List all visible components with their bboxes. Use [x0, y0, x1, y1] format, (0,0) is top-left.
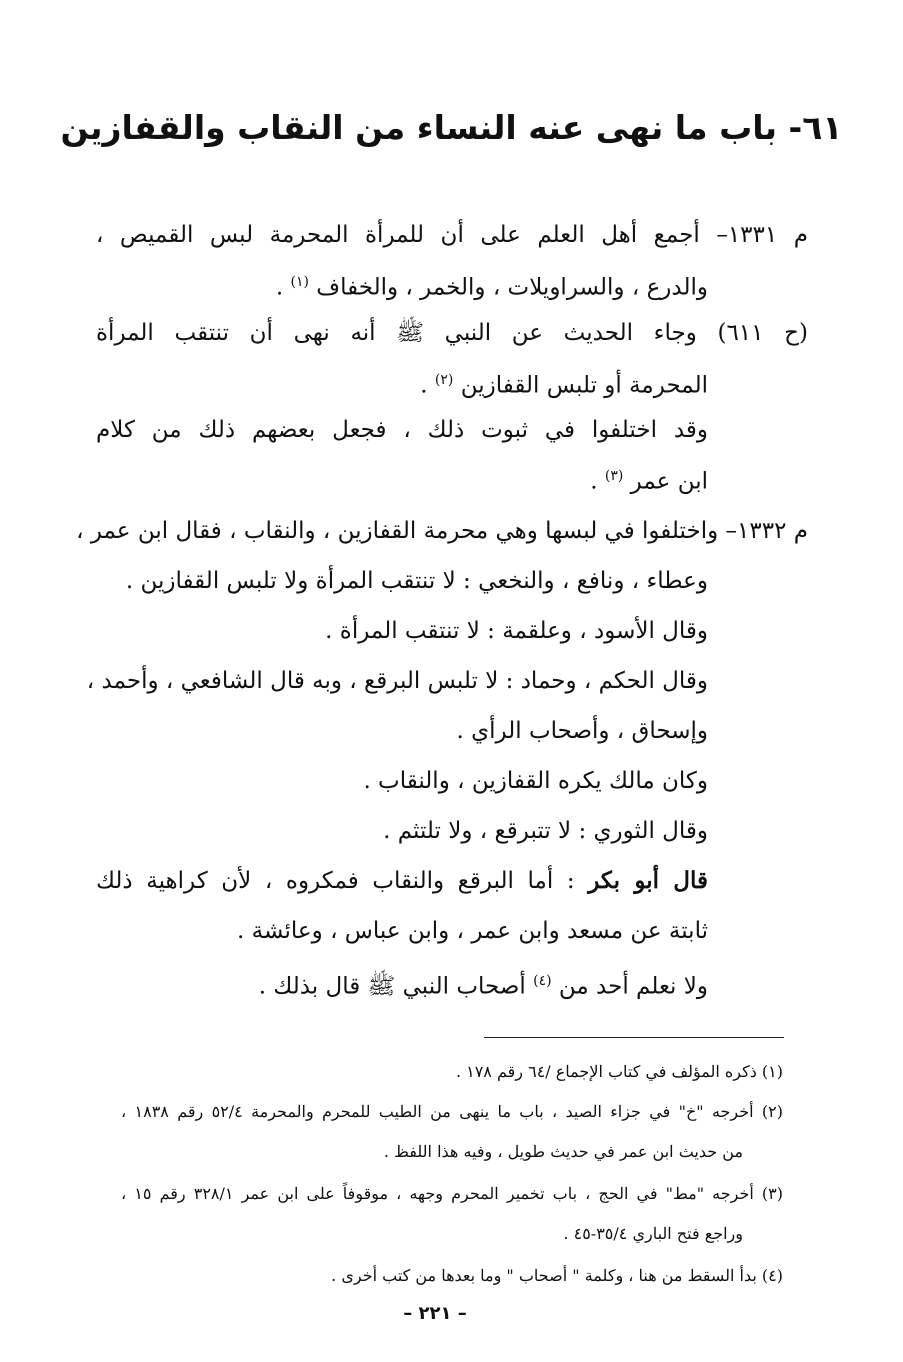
- footnote-ref: (٣): [604, 468, 624, 484]
- line-text: والدرع ، والسراويلات ، والخمر ، والخفاف: [316, 274, 708, 301]
- footnote: (١) ذكره المؤلف في كتاب الإجماع /٦٤ رقم ١٧٨ .: [455, 1062, 783, 1081]
- line-text: ابن عمر: [630, 468, 708, 495]
- paragraph-line: وقد اختلفوا في ثبوت ذلك ، فجعل بعضهم ذلك من كلام: [96, 417, 708, 443]
- paragraph-line: (ح ٦١١) وجاء الحديث عن النبي ﷺ أنه نهى أن تنتقب المرأة: [96, 320, 809, 346]
- line-text: المحرمة أو تلبس القفازين: [460, 372, 708, 399]
- paragraph-line: م ١٣٣٢– واختلفوا في لبسها وهي محرمة القفازين ، والنقاب ، فقال ابن عمر ،: [76, 518, 808, 544]
- paragraph-line: [590, 461, 708, 497]
- chapter-title: ٦١- باب ما نهى عنه النساء من النقاب والقفازين: [60, 108, 843, 147]
- line-text: ولا نعلم أحد من: [558, 973, 708, 1000]
- paragraph-line: م ١٣٣١– أجمع أهل العلم على أن للمرأة المحرمة لبس القميص ،: [96, 222, 808, 248]
- footnote: (٣) أخرجه "مط" في الحج ، باب تخمير المحرم وجهه ، موقوفاً على ابن عمر ٣٢٨/١ رقم ١٥ ،: [121, 1184, 784, 1203]
- paragraph-line: [420, 365, 708, 401]
- footnote-ref: (١): [290, 274, 309, 290]
- paragraph-line: وقال الحكم ، وحماد : لا تلبس البرقع ، وبه قال الشافعي ، وأحمد ،: [86, 668, 708, 694]
- paragraph-line: [259, 966, 708, 1002]
- speaker-name: قال أبو بكر: [588, 867, 709, 894]
- line-end: .: [590, 468, 598, 495]
- paragraph-line: وكان مالك يكره القفازين ، والنقاب .: [363, 768, 708, 794]
- paragraph-line: وقال الثوري : لا تتبرقع ، ولا تلتثم .: [383, 818, 708, 844]
- line-end: .: [420, 372, 428, 399]
- paragraph-line: [96, 866, 708, 896]
- line-text: : أما البرقع والنقاب فمكروه ، لأن كراهية ذلك: [96, 868, 575, 894]
- paragraph-line: وإسحاق ، وأصحاب الرأي .: [456, 718, 708, 744]
- footnote: (٤) بدأ السقط من هنا ، وكلمة " أصحاب " وما بعدها من كتب أخرى .: [331, 1266, 783, 1285]
- line-end: .: [275, 274, 284, 301]
- footnote-ref: (٢): [434, 372, 454, 388]
- footnote-continuation: من حديث ابن عمر في حديث طويل ، وفيه هذا اللفظ .: [383, 1142, 743, 1161]
- paragraph-line: [276, 267, 708, 303]
- paragraph-line: وعطاء ، ونافع ، والنخعي : لا تنتقب المرأة ولا تلبس القفازين .: [125, 568, 708, 594]
- footnote-continuation: وراجع فتح الباري ٣٥/٤-٤٥ .: [563, 1224, 743, 1243]
- paragraph-line: وقال الأسود ، وعلقمة : لا تنتقب المرأة .: [325, 618, 708, 644]
- footnote-ref: (٤): [533, 973, 552, 989]
- footnote: (٢) أخرجه "خ" في جزاء الصيد ، باب ما ينهى من الطيب للمحرم والمحرمة ٥٢/٤ رقم ١٨٣٨ ،: [121, 1102, 784, 1121]
- line-text: أصحاب النبي ﷺ قال بذلك .: [258, 973, 526, 1000]
- paragraph-line: ثابتة عن مسعد وابن عمر ، وابن عباس ، وعائشة .: [237, 918, 708, 944]
- footnote-divider: [484, 1037, 784, 1038]
- page-number: – ٢٢١ –: [403, 1303, 467, 1324]
